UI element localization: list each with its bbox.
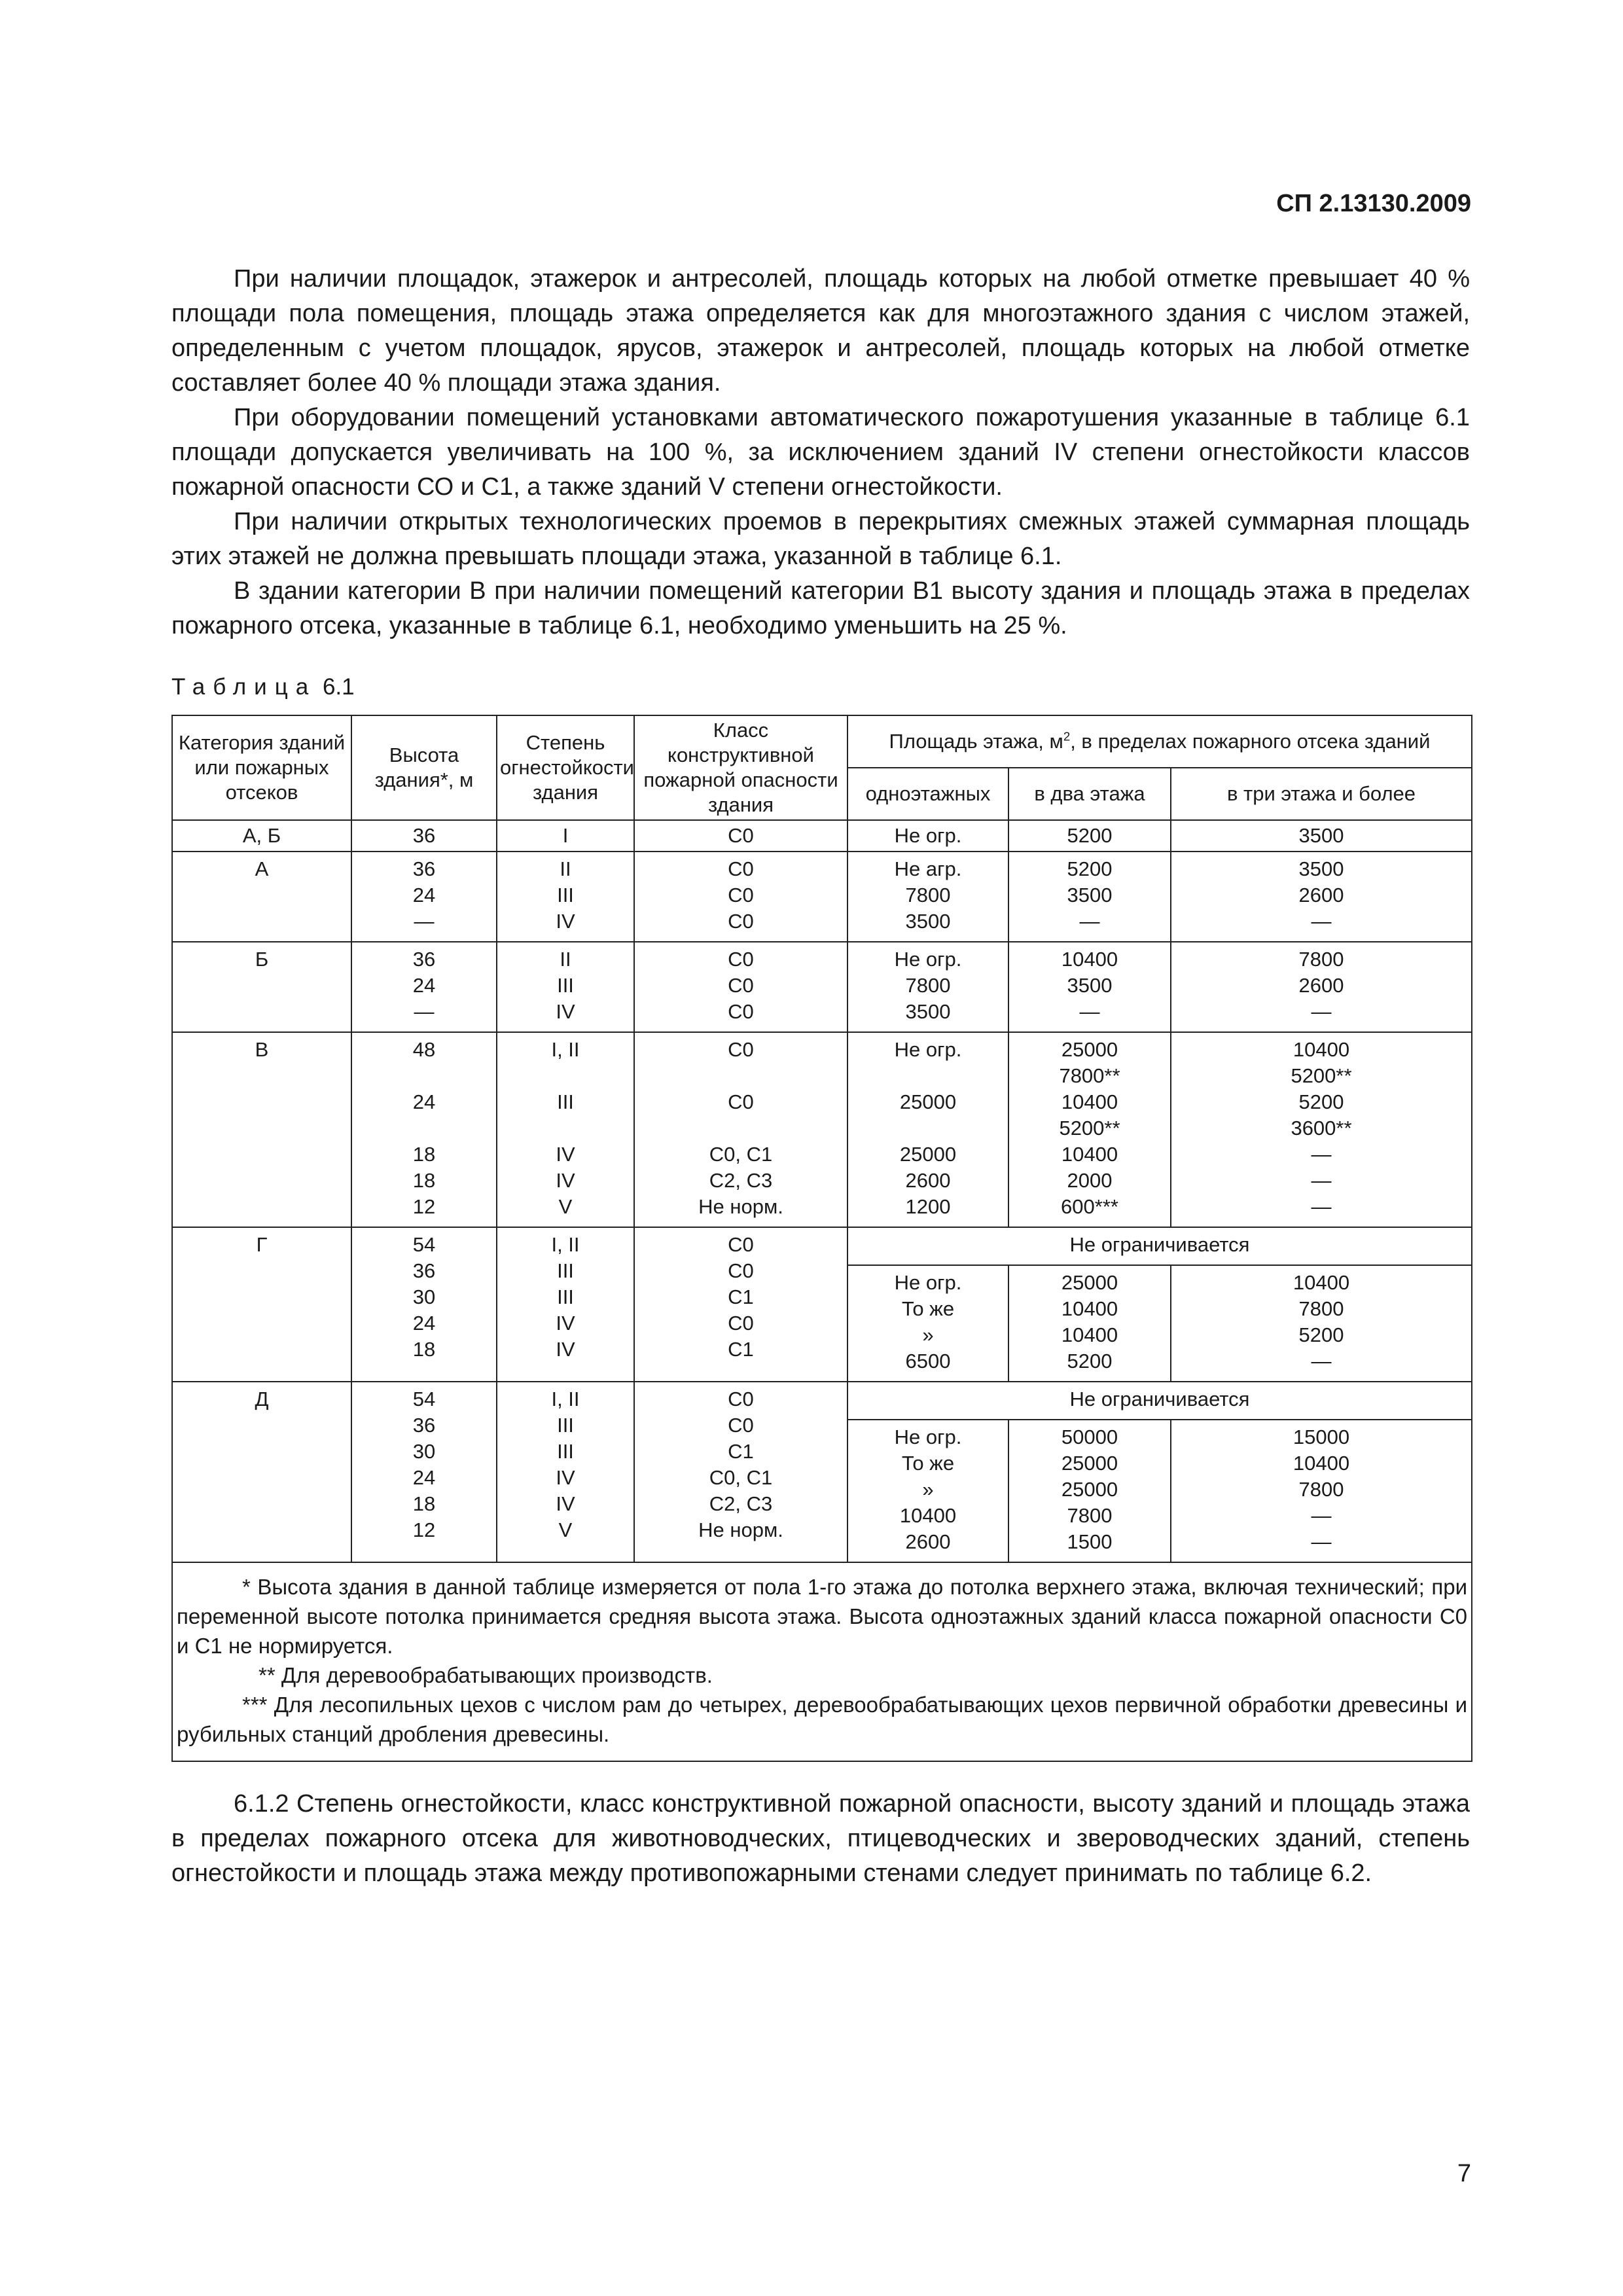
area-two-cell xyxy=(1008,1420,1171,1562)
unlimited-cell: Не ограничивается xyxy=(847,1382,1472,1420)
cell-value: I, II xyxy=(551,1233,580,1256)
cell-value: III xyxy=(557,1090,574,1113)
cell-value: С0 xyxy=(728,1259,754,1282)
paragraph: При оборудовании помещений установками автоматического пожаротушения указанные в таблице 6.1 площади допускается увеличивать на 100 %, за исключением зданий IV степени огнестойкости классов пожарной опасности СО и С1, а также зданий V степени огнестойкости. xyxy=(171,404,1470,501)
cell-value: 10400 xyxy=(1061,1323,1118,1346)
cell-value: III xyxy=(557,1259,574,1282)
area-three-cell xyxy=(1171,942,1472,1032)
cell-value: 1500 xyxy=(1067,1530,1113,1553)
cell-value: 48 xyxy=(412,1038,436,1061)
cell-value: III xyxy=(557,974,574,997)
cell-value: 12 xyxy=(412,1195,436,1218)
intro-text xyxy=(171,262,1470,643)
area-one-cell xyxy=(847,1032,1008,1227)
cell-value: 2600 xyxy=(905,1530,951,1553)
cell-value: 24 xyxy=(412,1090,436,1113)
table-header xyxy=(172,715,1472,820)
area-one-cell xyxy=(847,852,1008,942)
height-cell xyxy=(351,942,497,1032)
cell-value: Не огр. xyxy=(894,1426,962,1448)
cell-value: 10400 xyxy=(1061,1143,1118,1166)
cell-value: 5200** xyxy=(1291,1064,1352,1087)
area-one-cell xyxy=(847,1265,1008,1382)
cell-value: 30 xyxy=(412,1285,436,1308)
cell-value: 18 xyxy=(412,1492,436,1515)
area-three-cell xyxy=(1171,852,1472,942)
footnote: ** Для деревообрабатывающих производств. xyxy=(259,1663,713,1687)
cell-value: » xyxy=(922,1478,934,1501)
area-three-cell xyxy=(1171,1265,1472,1382)
block-g xyxy=(172,1227,1472,1382)
area-one-cell: Не огр. xyxy=(847,820,1008,852)
cell-value: 25000 xyxy=(1061,1271,1118,1294)
cell-value: IV xyxy=(556,1169,575,1192)
header-height: Высота здания*, м xyxy=(351,715,497,820)
category-cell: А xyxy=(172,852,351,942)
cell-value: V xyxy=(558,1518,573,1541)
cell-value: — xyxy=(1311,1143,1332,1166)
cell-value: III xyxy=(557,1440,574,1463)
cell-value: С0, С1 xyxy=(709,1466,773,1489)
cell-value: 54 xyxy=(412,1388,436,1410)
cell-value: — xyxy=(1311,1530,1332,1553)
category-cell: Б xyxy=(172,942,351,1032)
cell-value: IV xyxy=(556,1492,575,1515)
cell-value: IV xyxy=(556,1312,575,1335)
section-6-1-2 xyxy=(171,1787,1470,1891)
header-construction-class: Класс конструктивной пожарной опасности здания xyxy=(634,715,847,820)
cell-value: 5200 xyxy=(1298,1090,1344,1113)
cell-value: С0 xyxy=(728,1414,754,1437)
cell-value: V xyxy=(558,1195,573,1218)
cell-value: С0 xyxy=(728,1038,754,1061)
cell-value: 10400 xyxy=(1293,1038,1350,1061)
cell-value: 24 xyxy=(412,974,436,997)
cell-value: 24 xyxy=(412,1312,436,1335)
cell-value: 25000 xyxy=(899,1090,957,1113)
cell-value: 3500 xyxy=(1067,884,1113,906)
cell-value xyxy=(500,1115,631,1141)
height-cell xyxy=(351,1032,497,1227)
cell-value: С0 xyxy=(728,948,754,971)
cell-value: II xyxy=(560,857,571,880)
degree-cell xyxy=(497,1382,634,1562)
cell-value: — xyxy=(1311,1000,1332,1023)
cell-value: С2, С3 xyxy=(709,1492,773,1515)
cell-value: 24 xyxy=(412,884,436,906)
height-cell xyxy=(351,1227,497,1382)
cell-value: IV xyxy=(556,1466,575,1489)
paragraph: В здании категории В при наличии помещений категории В1 высоту здания и площадь этажа в пределах пожарного отсека, указанные в таблице 6.1, необходимо уменьшить на 25 %. xyxy=(171,577,1470,639)
cell-value: 10400 xyxy=(1293,1271,1350,1294)
category-cell: Д xyxy=(172,1382,351,1562)
cell-value: IV xyxy=(556,1338,575,1361)
header-category: Категория зданий или пожарных отсеков xyxy=(172,715,351,820)
unlimited-cell: Не ограничивается xyxy=(847,1227,1472,1265)
header-one-storey: одноэтажных xyxy=(847,768,1008,820)
height-cell: 36 xyxy=(351,820,497,852)
cell-value: 15000 xyxy=(1293,1426,1350,1448)
height-cell xyxy=(351,1382,497,1562)
cell-value: 18 xyxy=(412,1338,436,1361)
page-number: 7 xyxy=(1457,2160,1471,2187)
degree-cell: I xyxy=(497,820,634,852)
cell-value: 3600** xyxy=(1291,1117,1352,1139)
area-two-cell xyxy=(1008,1032,1171,1227)
area-two-cell: 5200 xyxy=(1008,820,1171,852)
cell-value: — xyxy=(1079,1000,1100,1023)
cell-value: 18 xyxy=(412,1143,436,1166)
cell-value: 18 xyxy=(412,1169,436,1192)
cell-value: С1 xyxy=(728,1285,754,1308)
table-notes xyxy=(172,1562,1472,1761)
category-cell: А, Б xyxy=(172,820,351,852)
class-cell xyxy=(634,1227,847,1382)
cell-value: 3500 xyxy=(905,910,951,933)
cell-value: С0 xyxy=(728,857,754,880)
cell-value: Не агр. xyxy=(894,857,962,880)
cell-value: 2600 xyxy=(1298,884,1344,906)
area-two-cell xyxy=(1008,852,1171,942)
category-cell: Г xyxy=(172,1227,351,1382)
area-three-cell xyxy=(1171,1032,1472,1227)
cell-value: III xyxy=(557,884,574,906)
cell-value: II xyxy=(560,948,571,971)
category-cell: В xyxy=(172,1032,351,1227)
cell-value xyxy=(851,1063,1005,1089)
cell-value: 600*** xyxy=(1061,1195,1118,1218)
cell-value: 5200** xyxy=(1059,1117,1120,1139)
cell-value: С0 xyxy=(728,910,754,933)
cell-value: — xyxy=(1311,1169,1332,1192)
cell-value xyxy=(637,1115,844,1141)
cell-value: Не огр. xyxy=(894,1038,962,1061)
cell-value: 10400 xyxy=(1061,1297,1118,1320)
cell-value: То же xyxy=(901,1452,955,1475)
height-cell xyxy=(351,852,497,942)
cell-value xyxy=(355,1063,493,1089)
cell-value xyxy=(355,1115,493,1141)
degree-cell xyxy=(497,1032,634,1227)
table-caption-word: Таблица xyxy=(171,674,317,700)
cell-value: — xyxy=(414,910,435,933)
cell-value: 36 xyxy=(412,948,436,971)
cell-value: С1 xyxy=(728,1440,754,1463)
cell-value: Не огр. xyxy=(894,948,962,971)
cell-value: 7800 xyxy=(1298,948,1344,971)
cell-value: III xyxy=(557,1285,574,1308)
cell-value: — xyxy=(1079,910,1100,933)
cell-value: — xyxy=(414,1000,435,1023)
cell-value: 3500 xyxy=(1298,857,1344,880)
block-a xyxy=(172,852,1472,942)
paragraph: При наличии площадок, этажерок и антресолей, площадь которых на любой отметке превышает 40 % площади пола помещения, площадь этажа определяется как для многоэтажного здания с числом этажей, определенным с учетом площадок, ярусов, этажерок и антресолей, площадь которых на любой отметке составляет более 40 % площади этажа здания. xyxy=(171,265,1470,397)
cell-value: I, II xyxy=(551,1038,580,1061)
cell-value: 1200 xyxy=(905,1195,951,1218)
class-cell xyxy=(634,1032,847,1227)
header-three-storey: в три этажа и более xyxy=(1171,768,1472,820)
cell-value: 25000 xyxy=(1061,1478,1118,1501)
cell-value: 5200 xyxy=(1067,1350,1113,1372)
class-cell xyxy=(634,852,847,942)
cell-value: Не огр. xyxy=(894,1271,962,1294)
header-floor-area: Площадь этажа, $м^2$, в пределах пожарного отсека зданий xyxy=(847,715,1472,768)
cell-value: 25000 xyxy=(1061,1452,1118,1475)
cell-value: 2600 xyxy=(1298,974,1344,997)
cell-value: 7800 xyxy=(905,884,951,906)
cell-value: 36 xyxy=(412,857,436,880)
cell-value: 10400 xyxy=(1293,1452,1350,1475)
class-cell xyxy=(634,1382,847,1562)
cell-value: — xyxy=(1311,1350,1332,1372)
cell-value: IV xyxy=(556,910,575,933)
cell-value: С0 xyxy=(728,1090,754,1113)
cell-value: 5200 xyxy=(1298,1323,1344,1346)
block-v xyxy=(172,1032,1472,1227)
cell-value: 2000 xyxy=(1067,1169,1113,1192)
table-caption-number: 6.1 xyxy=(322,674,355,700)
cell-value: » xyxy=(922,1323,934,1346)
cell-value: 5200 xyxy=(1067,857,1113,880)
degree-cell xyxy=(497,942,634,1032)
cell-value: С0, С1 xyxy=(709,1143,773,1166)
degree-cell xyxy=(497,852,634,942)
cell-value xyxy=(637,1063,844,1089)
class-cell: С0 xyxy=(634,820,847,852)
cell-value: IV xyxy=(556,1143,575,1166)
cell-value: То же xyxy=(901,1297,955,1320)
cell-value: С0 xyxy=(728,1388,754,1410)
table-6-1 xyxy=(171,715,1472,1762)
cell-value xyxy=(500,1063,631,1089)
area-two-cell xyxy=(1008,1265,1171,1382)
cell-value: 2600 xyxy=(905,1169,951,1192)
cell-value xyxy=(851,1115,1005,1141)
area-three-cell: 3500 xyxy=(1171,820,1472,852)
cell-value: 3500 xyxy=(1067,974,1113,997)
cell-value: — xyxy=(1311,1504,1332,1527)
cell-value: 7800 xyxy=(1067,1504,1113,1527)
area-one-cell xyxy=(847,1420,1008,1562)
footnote: * Высота здания в данной таблице измеряется от пола 1-го этажа до потолка верхнего этажа, включая технический; при переменной высоте потолка принимается средняя высота этажа. Высота одноэтажных зданий класса пожарной опасности С0 и С1 не нормируется. xyxy=(177,1575,1467,1658)
cell-value: С0 xyxy=(728,1233,754,1256)
cell-value: С0 xyxy=(728,974,754,997)
cell-value: 50000 xyxy=(1061,1426,1118,1448)
cell-value: 7800 xyxy=(1298,1478,1344,1501)
cell-value: Не норм. xyxy=(698,1518,783,1541)
cell-value: 7800** xyxy=(1059,1064,1120,1087)
class-cell xyxy=(634,942,847,1032)
block-b xyxy=(172,942,1472,1032)
paragraph: 6.1.2 Степень огнестойкости, класс конструктивной пожарной опасности, высоту зданий и площадь этажа в пределах пожарного отсека для животноводческих, птицеводческих и звероводческих зданий, степень огнестойкости и площадь этажа между противопожарными стенами следует принимать по таблице 6.2. xyxy=(171,1790,1470,1887)
cell-value: 7800 xyxy=(1298,1297,1344,1320)
cell-value: I, II xyxy=(551,1388,580,1410)
notes-cell xyxy=(172,1562,1472,1761)
cell-value: — xyxy=(1311,910,1332,933)
cell-value: 36 xyxy=(412,1259,436,1282)
cell-value: 36 xyxy=(412,1414,436,1437)
cell-value: 12 xyxy=(412,1518,436,1541)
area-one-cell xyxy=(847,942,1008,1032)
header-two-storey: в два этажа xyxy=(1008,768,1171,820)
degree-cell xyxy=(497,1227,634,1382)
footnote: *** Для лесопильных цехов с числом рам до четырех, деревообрабатывающих цехов первичной обработки древесины и рубильных станций дробления древесины. xyxy=(177,1693,1467,1746)
row-ab xyxy=(172,820,1472,852)
cell-value: 10400 xyxy=(1061,1090,1118,1113)
cell-value: Не норм. xyxy=(698,1195,783,1218)
cell-value: 30 xyxy=(412,1440,436,1463)
cell-value: С1 xyxy=(728,1338,754,1361)
area-three-cell xyxy=(1171,1420,1472,1562)
cell-value: 10400 xyxy=(899,1504,957,1527)
cell-value: С0 xyxy=(728,1312,754,1335)
table-caption xyxy=(171,674,355,700)
cell-value: 24 xyxy=(412,1466,436,1489)
header-fire-resistance: Степень огнестойкости здания xyxy=(497,715,634,820)
cell-value: С0 xyxy=(728,1000,754,1023)
cell-value: 54 xyxy=(412,1233,436,1256)
area-two-cell xyxy=(1008,942,1171,1032)
cell-value: 25000 xyxy=(1061,1038,1118,1061)
cell-value: 10400 xyxy=(1061,948,1118,971)
cell-value: IV xyxy=(556,1000,575,1023)
cell-value: 25000 xyxy=(899,1143,957,1166)
cell-value: 6500 xyxy=(905,1350,951,1372)
cell-value: С2, С3 xyxy=(709,1169,773,1192)
cell-value: 3500 xyxy=(905,1000,951,1023)
document-code: СП 2.13130.2009 xyxy=(1276,190,1471,217)
paragraph: При наличии открытых технологических проемов в перекрытиях смежных этажей суммарная площадь этих этажей не должна превышать площади этажа, указанной в таблице 6.1. xyxy=(171,508,1470,570)
cell-value: 7800 xyxy=(905,974,951,997)
cell-value: III xyxy=(557,1414,574,1437)
cell-value: — xyxy=(1311,1195,1332,1218)
block-d xyxy=(172,1382,1472,1562)
cell-value: С0 xyxy=(728,884,754,906)
